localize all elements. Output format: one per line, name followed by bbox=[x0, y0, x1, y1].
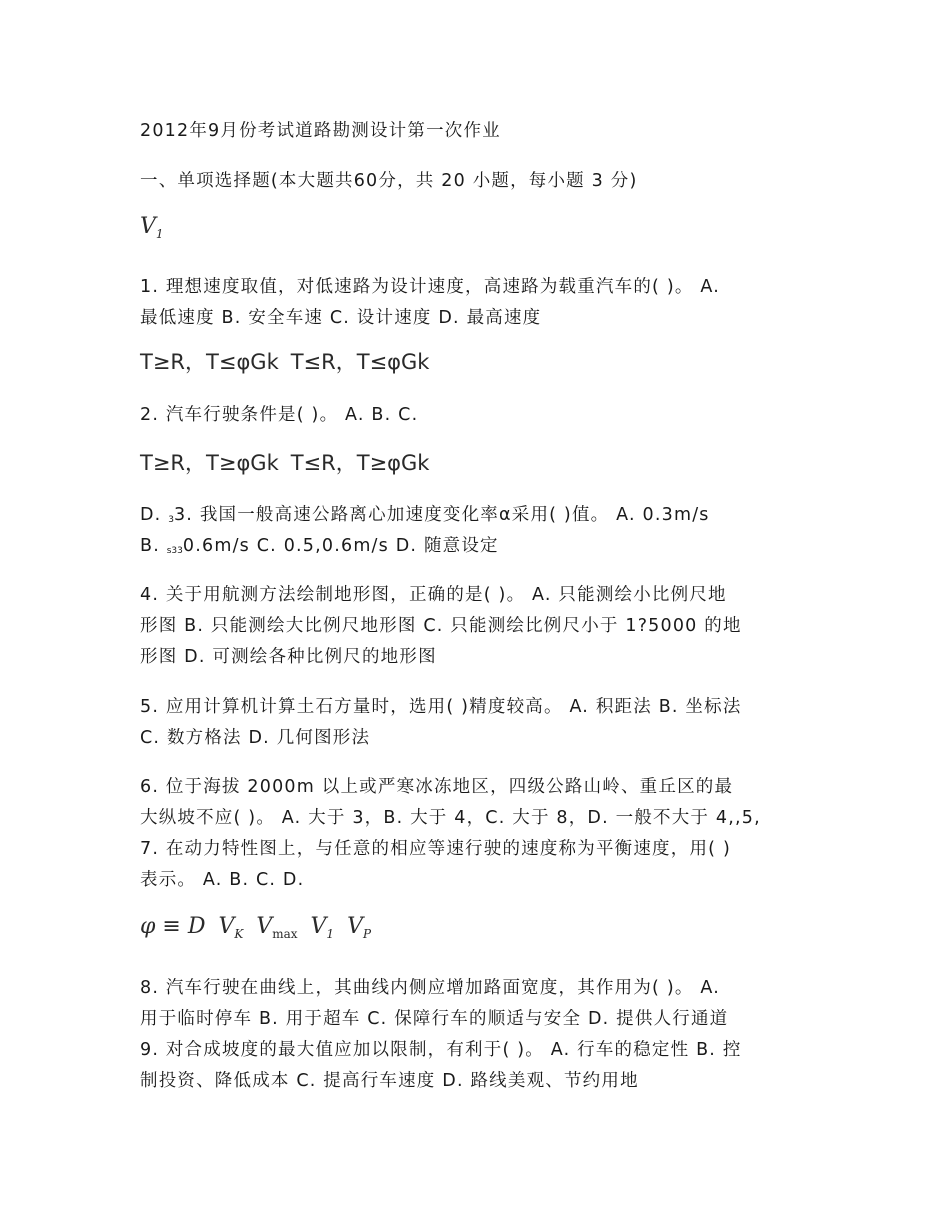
question-3-line-2 bbox=[140, 531, 820, 567]
formula-vk-base: V bbox=[218, 914, 235, 939]
question-8-line-1: 8. 汽车行驶在曲线上，其曲线内侧应增加路面宽度，其作用为( )。 A. bbox=[140, 978, 720, 998]
section-heading: 一、单项选择题(本大题共60分，共 20 小题，每小题 3 分) bbox=[140, 171, 638, 191]
formula-cond-d: T≤R，T≥φGk bbox=[290, 451, 430, 475]
question-1-line-2: 最低速度 B. 安全车速 C. 设计速度 D. 最高速度 bbox=[140, 308, 542, 328]
formula-cond-c: T≥R，T≥φGk bbox=[140, 451, 279, 475]
question-9-line-1: 9. 对合成坡度的最大值应加以限制，有利于( )。 A. 行车的稳定性 B. 控 bbox=[140, 1040, 742, 1060]
question-1-line-1: 1. 理想速度取值，对低速路为设计速度，高速路为载重汽车的( )。 A. bbox=[140, 277, 720, 297]
question-8-line-2: 用于临时停车 B. 用于超车 C. 保障行车的顺适与安全 D. 提供人行通道 bbox=[140, 1009, 729, 1029]
formula-v1-inline-sub: 1 bbox=[326, 927, 335, 941]
question-6-line-2: 大纵坡不应( )。 A. 大于 3，B. 大于 4，C. 大于 8，D. 一般不大于 4,,5, bbox=[140, 808, 761, 828]
document-title: 2012年9月份考试道路勘测设计第一次作业 bbox=[140, 121, 501, 141]
question-5-line-2: C. 数方格法 D. 几何图形法 bbox=[140, 728, 371, 748]
question-7-line-1: 7. 在动力特性图上，与任意的相应等速行驶的速度称为平衡速度，用( ) bbox=[140, 839, 731, 859]
formula-vmax-base: V bbox=[256, 914, 273, 939]
question-4-line-2: 形图 B. 只能测绘大比例尺地形图 C. 只能测绘比例尺小于 1?5000 的地 bbox=[140, 616, 742, 636]
question-6-line-1: 6. 位于海拔 2000m 以上或严寒冰冻地区，四级公路山岭、重丘区的最 bbox=[140, 777, 734, 797]
formula-v1-sub: 1 bbox=[155, 227, 164, 241]
q3-option-d-label: D. bbox=[140, 505, 162, 525]
formula-conditions-ab bbox=[140, 346, 429, 376]
formula-v1-inline bbox=[311, 914, 335, 939]
q3-small-units: s33 bbox=[166, 546, 183, 556]
q3-option-b-label: B. bbox=[140, 536, 160, 556]
formula-vp-base: V bbox=[347, 914, 363, 939]
question-2-line-1: 2. 汽车行驶条件是( )。 A. B. C. bbox=[140, 405, 419, 425]
formula-vk bbox=[218, 914, 243, 939]
question-5-line-1: 5. 应用计算机计算土石方量时，选用( )精度较高。 A. 积距法 B. 坐标法 bbox=[140, 697, 742, 717]
question-4-line-3: 形图 D. 可测绘各种比例尺的地形图 bbox=[140, 647, 437, 667]
formula-vmax bbox=[256, 914, 297, 939]
question-4-line-1: 4. 关于用航测方法绘制地形图，正确的是( )。 A. 只能测绘小比例尺地 bbox=[140, 585, 727, 605]
formula-cond-a: T≥R，T≤φGk bbox=[140, 350, 279, 374]
question-7-line-2: 表示。 A. B. C. D. bbox=[140, 870, 305, 890]
q3-line2-text: 0.6m/s C. 0.5,0.6m/s D. 随意设定 bbox=[182, 536, 499, 556]
q3-line1-text: 3. 我国一般高速公路离心加速度变化率α采用( )值。 A. 0.3m/s bbox=[173, 505, 710, 525]
question-9-line-2: 制投资、降低成本 C. 提高行车速度 D. 路线美观、节约用地 bbox=[140, 1071, 639, 1091]
formula-v1-inline-base: V bbox=[310, 914, 327, 939]
q3-small-superscript: 3 bbox=[168, 515, 174, 525]
formula-vk-sub: K bbox=[234, 927, 244, 941]
formula-vp bbox=[347, 914, 371, 939]
formula-velocity-symbols bbox=[140, 914, 371, 941]
formula-vp-sub: P bbox=[362, 927, 372, 941]
formula-v1 bbox=[140, 214, 164, 241]
formula-vmax-sub: max bbox=[272, 927, 298, 941]
formula-conditions-cd bbox=[140, 447, 429, 477]
formula-v1-base: V bbox=[140, 214, 156, 239]
formula-cond-b: T≤R，T≤φGk bbox=[290, 350, 430, 374]
formula-phi-equiv-d: φ ≡ D bbox=[140, 914, 206, 939]
